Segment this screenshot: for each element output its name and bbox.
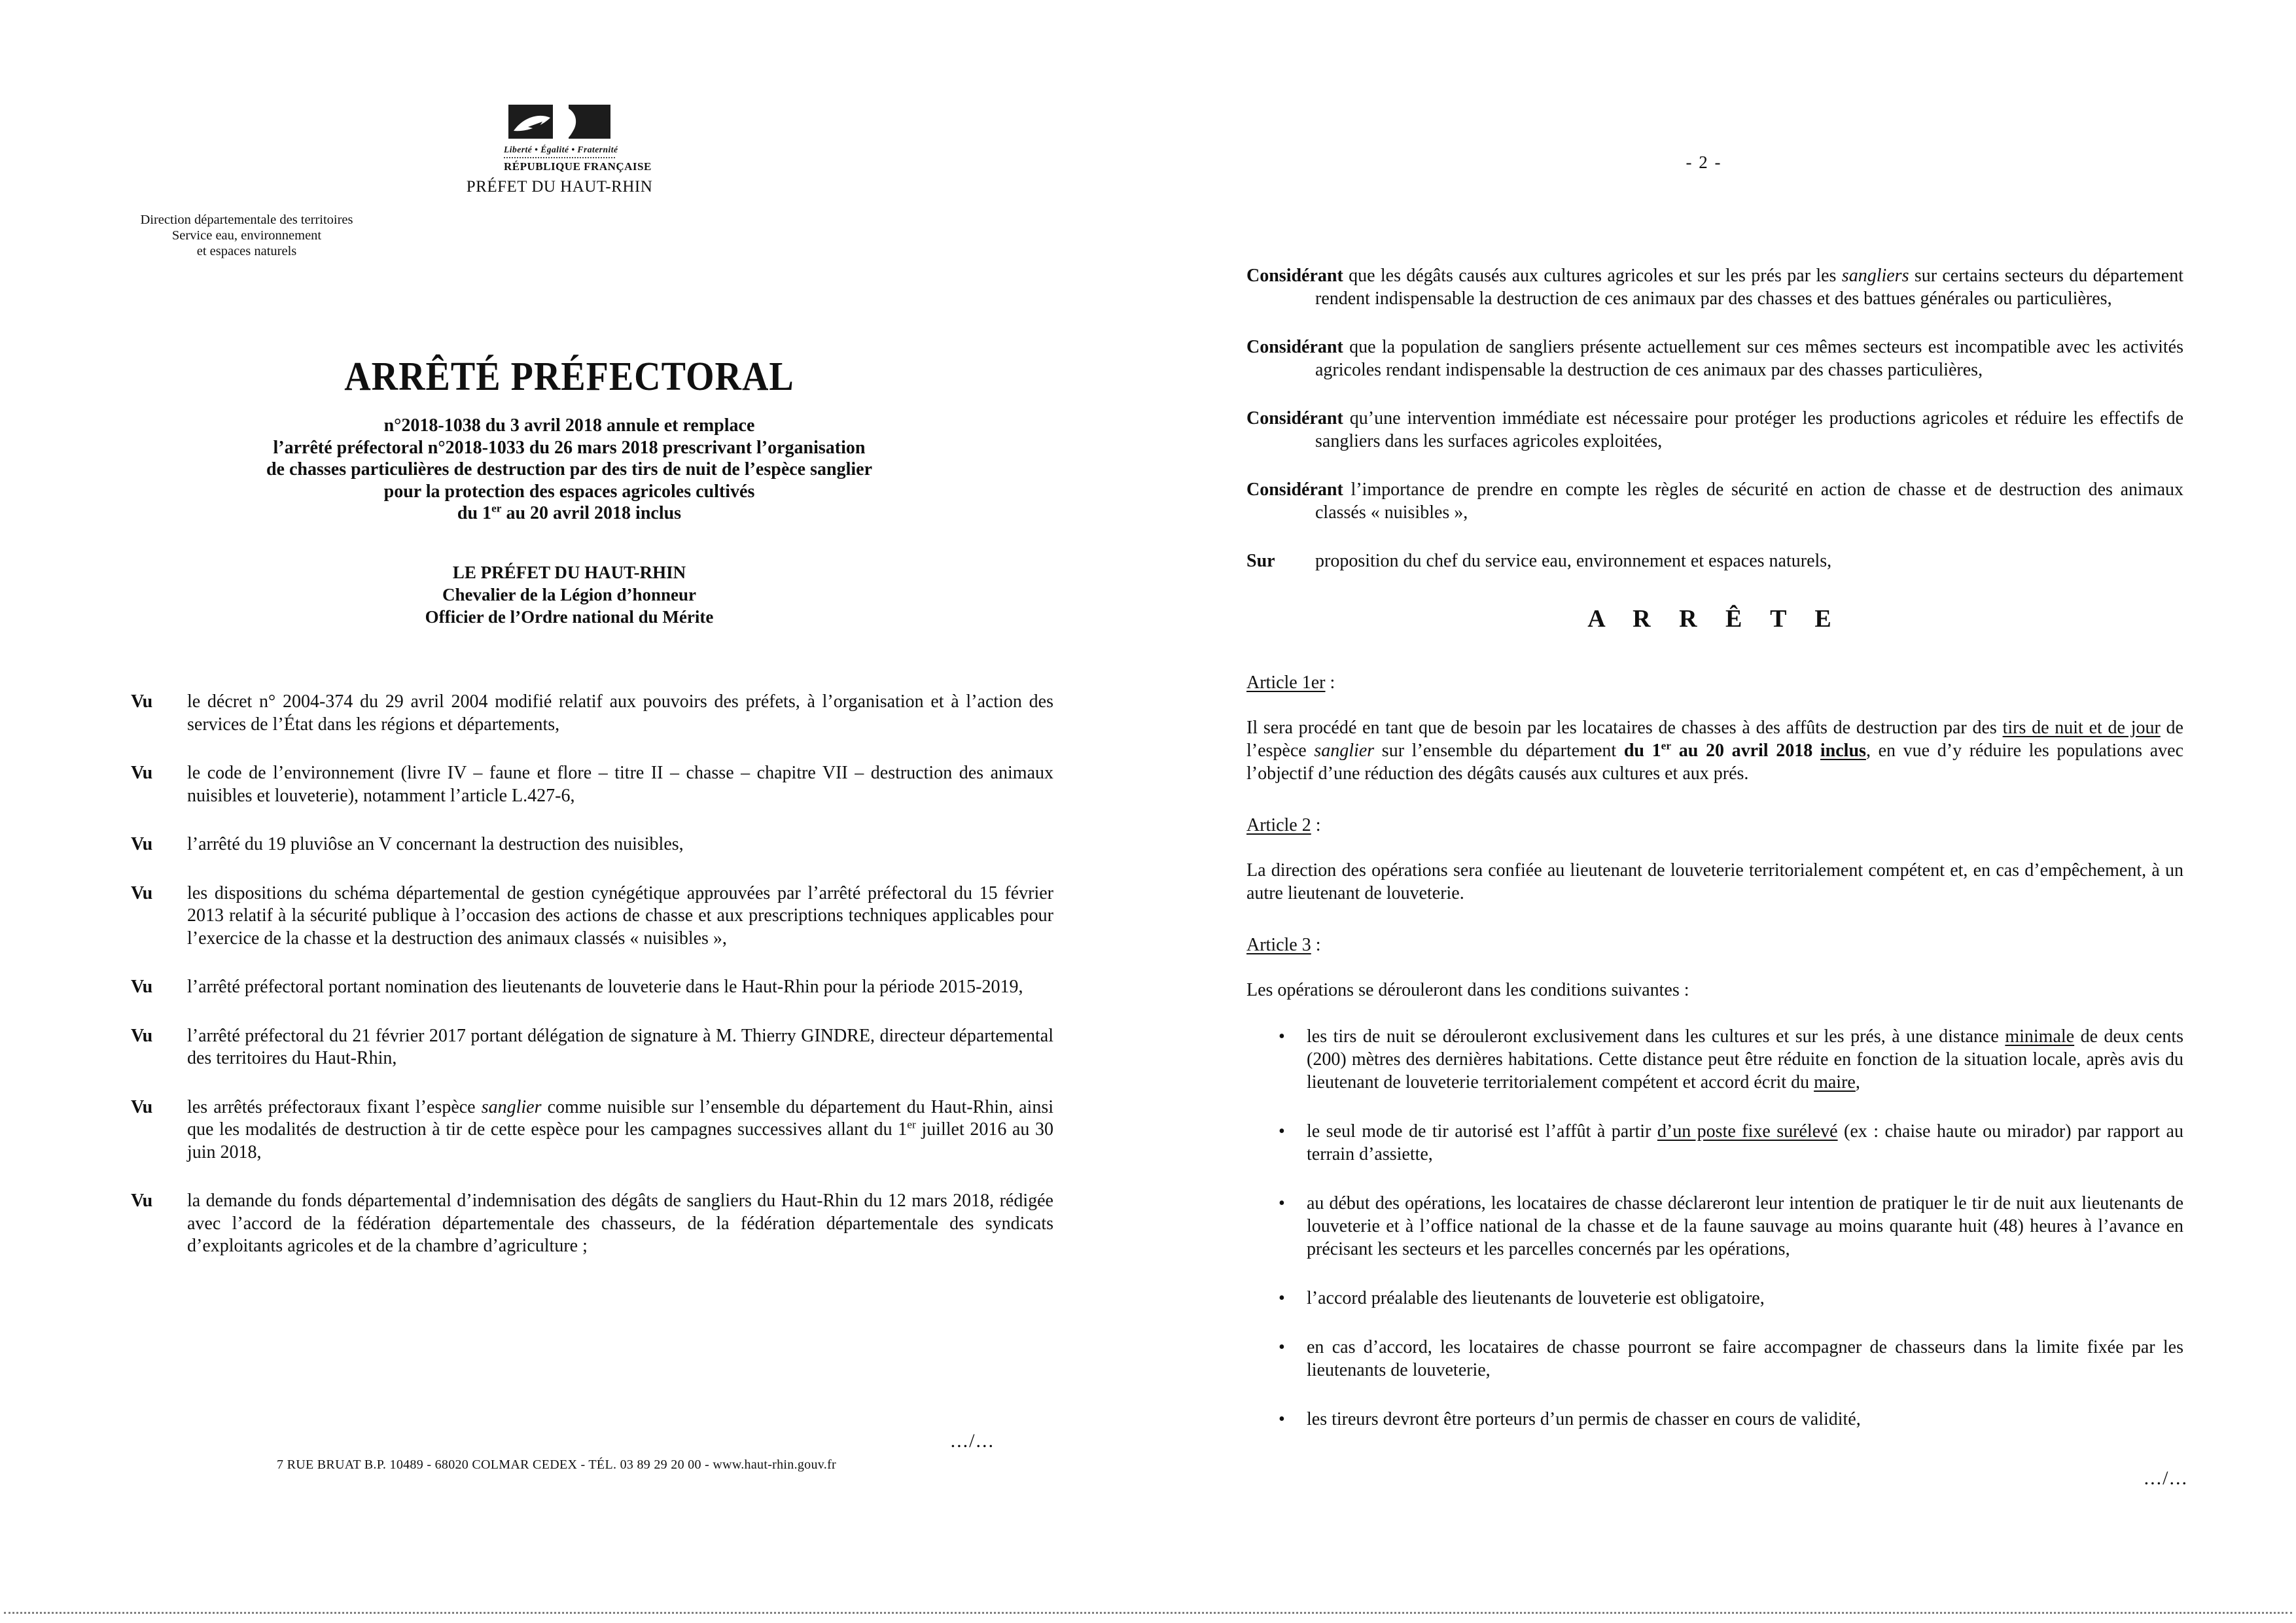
subtitle-line-1: n°2018-1038 du 3 avril 2018 annule et remplace <box>383 415 755 436</box>
bullet-item: • le seul mode de tir autorisé est l’affût à partir d’un poste fixe surélevé (ex : chaise haute ou mirador) par rapport au terrain d’assiette, <box>1276 1120 2183 1166</box>
vu-list <box>131 691 1053 1284</box>
bullet-item: • l’accord préalable des lieutenants de louveterie est obligatoire, <box>1276 1287 2183 1310</box>
footer-address: 7 RUE BRUAT B.P. 10489 - 68020 COLMAR CEDEX - TÉL. 03 89 29 20 00 - www.haut-rhin.gouv.fr <box>276 1457 836 1472</box>
bullet-item: • au début des opérations, les locataires de chasse déclareront leur intention de pratiquer le tir de nuit aux lieutenants de louveterie et à l’office national de la chasse et de la faune sauvage au moins quarante huit (48) heures à l’avance en précisant les secteurs et les parcelles concernés par les opérations, <box>1276 1192 2183 1261</box>
sur-label: Sur <box>1246 551 1275 571</box>
article-3-heading: Article 3 : <box>1246 935 1321 955</box>
page-2 <box>1148 0 2296 1623</box>
considerant-paragraph: Considérant que les dégâts causés aux cultures agricoles et sur les prés par les sangliers sur certains secteurs du département rendent indispensable la destruction de ces animaux par des chasses et des battues générales ou particulières, <box>1246 266 2183 309</box>
authority-line-2: Chevalier de la Légion d’honneur <box>442 585 697 604</box>
article-2-heading: Article 2 : <box>1246 815 1321 835</box>
marianne-logo-icon <box>508 105 610 139</box>
logo-motto: Liberté • Égalité • Fraternité <box>504 145 615 158</box>
vu-label: Vu <box>131 691 153 712</box>
department-line-3: et espaces naturels <box>196 244 297 258</box>
sur-text: proposition du chef du service eau, environnement et espaces naturels, <box>1315 551 1832 571</box>
sur-paragraph <box>1246 550 2183 572</box>
vu-label: Vu <box>131 977 153 997</box>
vu-item <box>131 882 1053 951</box>
considerant-paragraph: Considérant l’importance de prendre en compte les règles de sécurité en action de chasse et de destruction des animaux classés « nuisibles », <box>1246 480 2183 523</box>
vu-text: l’arrêté préfectoral du 21 février 2017 portant délégation de signature à M. Thierry GINDRE, directeur départemental des territoires du Haut-Rhin, <box>187 1025 1053 1068</box>
article-3-bullet-list <box>1246 1025 2183 1431</box>
vu-item <box>131 1096 1053 1164</box>
article-3-intro: Les opérations se dérouleront dans les conditions suivantes : <box>1246 980 1689 1000</box>
vu-item <box>131 691 1053 736</box>
subtitle-line-5: du 1er au 20 avril 2018 inclus <box>457 502 682 523</box>
vu-item <box>131 976 1053 999</box>
subtitle-line-2: l’arrêté préfectoral n°2018-1033 du 26 mars 2018 prescrivant l’organisation <box>273 437 866 458</box>
republique-francaise-logo <box>504 105 652 173</box>
vu-item <box>131 1025 1053 1070</box>
authority-line-3: Officier de l’Ordre national du Mérite <box>425 607 714 627</box>
vu-item <box>131 833 1053 856</box>
vu-label: Vu <box>131 1096 153 1117</box>
arrete-heading: A R R Ê T E <box>1587 605 1843 633</box>
vu-text: les arrêtés préfectoraux fixant l’espèce sanglier comme nuisible sur l’ensemble du département du Haut-Rhin, ainsi que les modalités de destruction à tir de cette espèce pour les campagnes successives allant du 1er juillet 2016 au 30 juin 2018, <box>187 1096 1053 1162</box>
vu-text: la demande du fonds départemental d’indemnisation des dégâts de sangliers du Haut-Rhin du 12 mars 2018, rédigée avec l’accord de la fédération départementale des chasseurs, de la fédération départementale des syndicats d’exploitants agricoles et de la chambre d’agriculture ; <box>187 1191 1053 1256</box>
title-block <box>131 353 1008 525</box>
document-title: ARRÊTÉ PRÉFECTORAL <box>344 354 794 400</box>
bullet-item: • les tirs de nuit se dérouleront exclusivement dans les cultures et sur les prés, à une distance minimale de deux cents (200) mètres des dernières habitations. Cette distance peut être réduite en fonction de la situation locale, après avis du lieutenant de louveterie territorialement compétent et accord écrit du maire, <box>1276 1025 2183 1094</box>
article-1-heading: Article 1er : <box>1246 672 1335 693</box>
vu-label: Vu <box>131 763 153 783</box>
page-number: - 2 - <box>1686 152 1722 172</box>
vu-text: l’arrêté préfectoral portant nomination des lieutenants de louveterie dans le Haut-Rhin pour la période 2015-2019, <box>187 977 1023 997</box>
vu-text: l’arrêté du 19 pluviôse an V concernant la destruction des nuisibles, <box>187 834 684 854</box>
vu-label: Vu <box>131 834 153 854</box>
department-line-2: Service eau, environnement <box>171 228 322 243</box>
vu-text: le décret n° 2004-374 du 29 avril 2004 modifié relatif aux pouvoirs des préfets, à l’organisation et à l’action des services de l’État dans les régions et départements, <box>187 691 1053 735</box>
document-subtitle <box>131 415 1008 525</box>
vu-label: Vu <box>131 1025 153 1046</box>
article-2-body: La direction des opérations sera confiée au lieutenant de louveterie territorialement compétent et, en cas d’empêchement, à un autre lieutenant de louveterie. <box>1246 860 2183 903</box>
subtitle-line-3: de chasses particulières de destruction par des tirs de nuit de l’espèce sanglier <box>266 459 872 480</box>
considerant-paragraph: Considérant que la population de sangliers présente actuellement sur ces mêmes secteurs est incompatible avec les activités agricoles rendant indispensable la destruction de ces animaux par des chasses particulières, <box>1246 337 2184 380</box>
vu-label: Vu <box>131 882 153 903</box>
continuation-mark-page2: .../... <box>2144 1467 2188 1489</box>
prefet-title: PRÉFET DU HAUT-RHIN <box>466 178 653 196</box>
considerant-paragraph: Considérant qu’une intervention immédiate est nécessaire pour protéger les productions agricoles et réduire les effectifs de sangliers dans les surfaces agricoles exploitées, <box>1246 408 2184 451</box>
bullet-item: • les tireurs devront être porteurs d’un permis de chasser en cours de validité, <box>1276 1408 2183 1431</box>
article-1-body: Il sera procédé en tant que de besoin par les locataires de chasses à des affûts de destruction par des tirs de nuit et de jour de l’espèce sanglier sur l’ensemble du département du 1er au 20 avril 2018 inclus, en vue d’y réduire les populations avec l’objectif d’une réduction des dégâts causés aux cultures et aux prés. <box>1246 718 2184 784</box>
vu-label: Vu <box>131 1191 153 1211</box>
department-line-1: Direction départementale des territoires <box>140 213 353 227</box>
bullet-item: • en cas d’accord, les locataires de chasse pourront se faire accompagner de chasseurs dans la limite fixée par les lieutenants de louveterie, <box>1276 1336 2183 1382</box>
authority-line-1: LE PRÉFET DU HAUT-RHIN <box>452 563 686 582</box>
vu-item <box>131 762 1053 807</box>
authority-block <box>131 561 1008 628</box>
vu-item <box>131 1190 1053 1258</box>
subtitle-line-4: pour la protection des espaces agricoles cultivés <box>383 481 755 502</box>
vu-text: le code de l’environnement (livre IV – faune et flore – titre II – chasse – chapitre VII – destruction des animaux nuisibles et louveterie), notamment l’article L.427-6, <box>187 763 1053 806</box>
continuation-mark-page1: .../... <box>950 1430 995 1452</box>
department-block <box>126 212 367 259</box>
page-2-content <box>1246 264 2183 1457</box>
logo-republic-name: RÉPUBLIQUE FRANÇAISE <box>504 160 652 173</box>
scan-artifact-line <box>4 1612 2292 1614</box>
vu-text: les dispositions du schéma départemental de gestion cynégétique approuvées par l’arrêté préfectoral du 15 février 2013 relatif à la sécurité publique à l’occasion des actions de chasse et aux prescriptions techniques applicables pour l’exercice de la chasse et la destruction des animaux classés « nuisibles », <box>187 882 1053 949</box>
